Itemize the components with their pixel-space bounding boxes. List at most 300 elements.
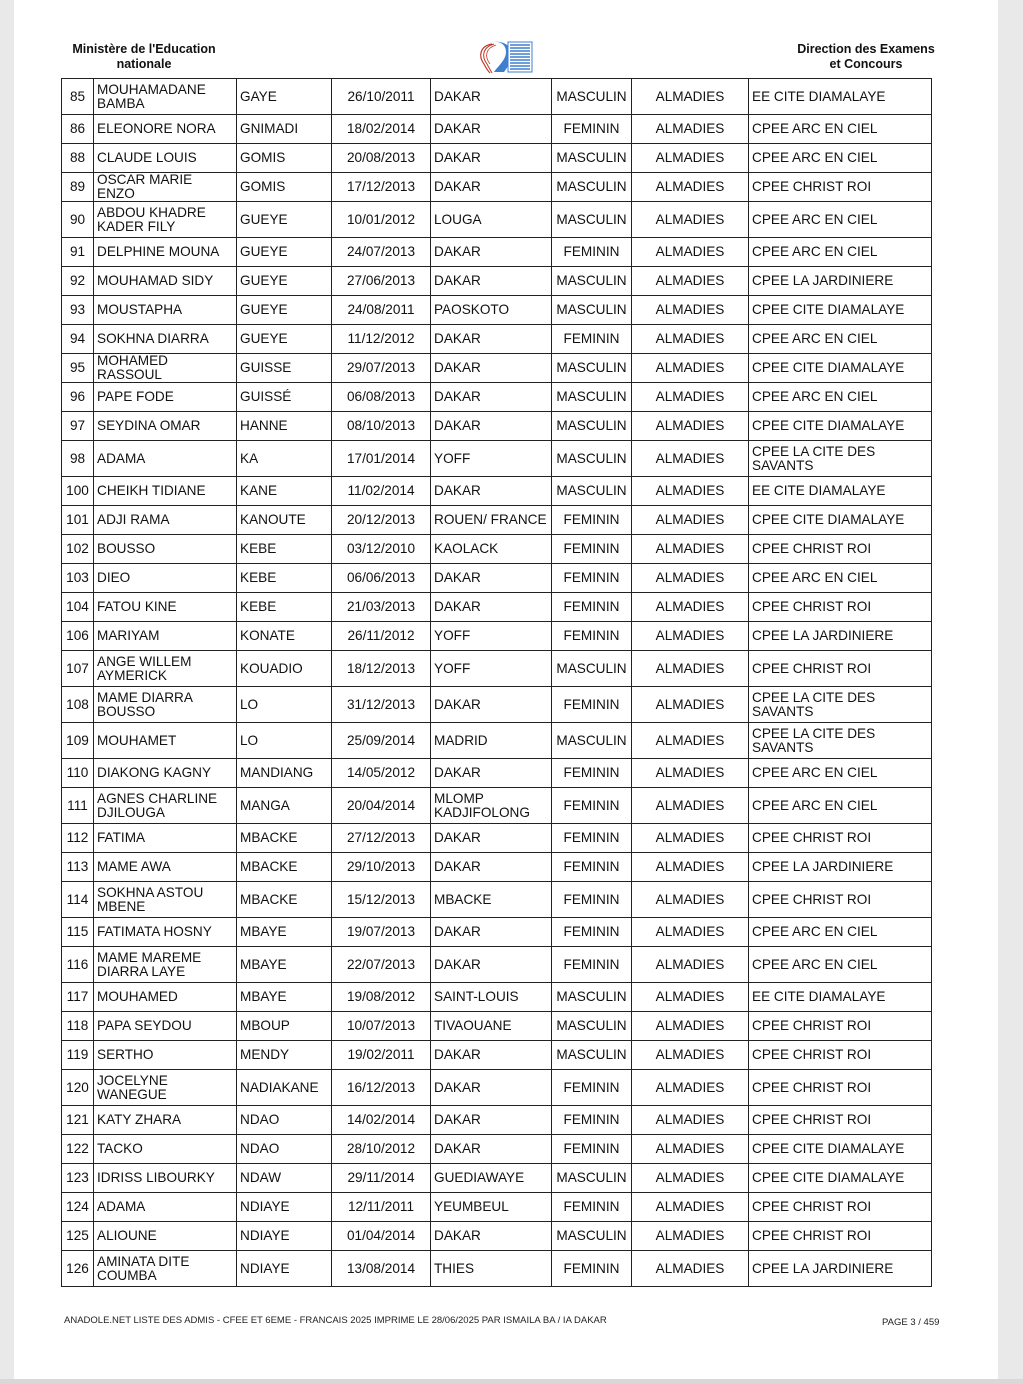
cell-first-name: MOUHAMAD SIDY [94,267,237,296]
cell-birth-place: DAKAR [431,593,552,622]
cell-last-name: KEBE [237,535,332,564]
cell-birth-date: 13/08/2014 [332,1251,431,1287]
cell-exam-center: ALMADIES [632,173,749,202]
cell-number: 92 [62,267,94,296]
cell-number: 125 [62,1222,94,1251]
cell-last-name: MBAYE [237,983,332,1012]
cell-exam-center: ALMADIES [632,1251,749,1287]
cell-exam-center: ALMADIES [632,144,749,173]
cell-school: CPEE CHRIST ROI [749,1106,932,1135]
cell-first-name: MAME DIARRA BOUSSO [94,687,237,723]
cell-last-name: GUEYE [237,325,332,354]
cell-number: 98 [62,441,94,477]
cell-last-name: KA [237,441,332,477]
table-row [62,788,932,824]
cell-exam-center: ALMADIES [632,354,749,383]
cell-birth-date: 25/09/2014 [332,723,431,759]
cell-birth-place: DAKAR [431,267,552,296]
cell-number: 119 [62,1041,94,1070]
cell-school: CPEE CITE DIAMALAYE [749,412,932,441]
cell-birth-place: GUEDIAWAYE [431,1164,552,1193]
cell-last-name: HANNE [237,412,332,441]
cell-exam-center: ALMADIES [632,441,749,477]
cell-school: CPEE CHRIST ROI [749,593,932,622]
table-row [62,535,932,564]
cell-sex: MASCULIN [552,651,632,687]
cell-last-name: MANDIANG [237,759,332,788]
cell-sex: FEMININ [552,325,632,354]
cell-number: 101 [62,506,94,535]
cell-first-name: OSCAR MARIE ENZO [94,173,237,202]
cell-sex: FEMININ [552,788,632,824]
table-row [62,918,932,947]
cell-first-name: ADJI RAMA [94,506,237,535]
cell-exam-center: ALMADIES [632,296,749,325]
document-page [14,0,998,1384]
cell-sex: FEMININ [552,622,632,651]
cell-number: 103 [62,564,94,593]
cell-birth-date: 17/01/2014 [332,441,431,477]
cell-school: CPEE CITE DIAMALAYE [749,506,932,535]
cell-school: EE CITE DIAMALAYE [749,477,932,506]
cell-birth-date: 18/12/2013 [332,651,431,687]
cell-last-name: GOMIS [237,173,332,202]
cell-sex: MASCULIN [552,983,632,1012]
cell-birth-date: 26/10/2011 [332,79,431,115]
cell-school: CPEE CHRIST ROI [749,1222,932,1251]
cell-sex: FEMININ [552,238,632,267]
cell-exam-center: ALMADIES [632,723,749,759]
cell-number: 88 [62,144,94,173]
cell-school: CPEE ARC EN CIEL [749,325,932,354]
cell-birth-date: 06/08/2013 [332,383,431,412]
table-row [62,202,932,238]
cell-first-name: KATY ZHARA [94,1106,237,1135]
cell-last-name: NADIAKANE [237,1070,332,1106]
cell-exam-center: ALMADIES [632,593,749,622]
cell-birth-place: LOUGA [431,202,552,238]
cell-sex: MASCULIN [552,1012,632,1041]
cell-school: CPEE LA JARDINIERE [749,622,932,651]
cell-first-name: MOUHAMET [94,723,237,759]
cell-last-name: GUISSE [237,354,332,383]
table-row [62,593,932,622]
cell-number: 123 [62,1164,94,1193]
cell-number: 110 [62,759,94,788]
cell-last-name: KONATE [237,622,332,651]
cell-first-name: TACKO [94,1135,237,1164]
cell-birth-place: DAKAR [431,1222,552,1251]
cell-birth-place: THIES [431,1251,552,1287]
cell-exam-center: ALMADIES [632,535,749,564]
cell-last-name: KANE [237,477,332,506]
cell-school: CPEE LA JARDINIERE [749,1251,932,1287]
cell-exam-center: ALMADIES [632,1012,749,1041]
cell-birth-date: 18/02/2014 [332,115,431,144]
cell-number: 106 [62,622,94,651]
cell-number: 97 [62,412,94,441]
table-row [62,853,932,882]
ministry-name-line1: Ministère de l'Education [72,42,216,56]
cell-birth-date: 29/10/2013 [332,853,431,882]
table-row [62,687,932,723]
cell-birth-place: DAKAR [431,853,552,882]
table-row [62,267,932,296]
cell-birth-date: 11/12/2012 [332,325,431,354]
cell-sex: FEMININ [552,535,632,564]
ministry-logo-icon [470,40,534,74]
cell-last-name: GUEYE [237,267,332,296]
cell-first-name: DIAKONG KAGNY [94,759,237,788]
cell-school: CPEE LA CITE DES SAVANTS [749,687,932,723]
cell-birth-place: DAKAR [431,1106,552,1135]
cell-school: CPEE CHRIST ROI [749,173,932,202]
cell-birth-date: 26/11/2012 [332,622,431,651]
cell-last-name: MBOUP [237,1012,332,1041]
cell-birth-place: DAKAR [431,325,552,354]
cell-exam-center: ALMADIES [632,651,749,687]
cell-birth-date: 24/07/2013 [332,238,431,267]
cell-school: CPEE CHRIST ROI [749,1012,932,1041]
cell-birth-place: DAKAR [431,1135,552,1164]
cell-exam-center: ALMADIES [632,918,749,947]
cell-birth-place: DAKAR [431,824,552,853]
cell-sex: MASCULIN [552,723,632,759]
cell-number: 116 [62,947,94,983]
cell-school: CPEE ARC EN CIEL [749,947,932,983]
cell-sex: MASCULIN [552,144,632,173]
cell-birth-date: 28/10/2012 [332,1135,431,1164]
cell-first-name: MOHAMED RASSOUL [94,354,237,383]
cell-last-name: LO [237,687,332,723]
cell-exam-center: ALMADIES [632,1135,749,1164]
cell-first-name: AGNES CHARLINE DJILOUGA [94,788,237,824]
cell-exam-center: ALMADIES [632,1222,749,1251]
cell-number: 109 [62,723,94,759]
cell-birth-date: 24/08/2011 [332,296,431,325]
cell-birth-date: 10/07/2013 [332,1012,431,1041]
table-row [62,1251,932,1287]
cell-sex: FEMININ [552,947,632,983]
cell-last-name: NDAO [237,1106,332,1135]
cell-birth-place: DAKAR [431,354,552,383]
cell-sex: FEMININ [552,506,632,535]
cell-number: 104 [62,593,94,622]
cell-first-name: ADAMA [94,441,237,477]
direction-name-line1: Direction des Examens [797,42,935,56]
table-row [62,238,932,267]
cell-birth-place: YEUMBEUL [431,1193,552,1222]
cell-birth-date: 01/04/2014 [332,1222,431,1251]
cell-exam-center: ALMADIES [632,79,749,115]
cell-birth-place: DAKAR [431,759,552,788]
cell-first-name: ANGE WILLEM AYMERICK [94,651,237,687]
cell-school: CPEE ARC EN CIEL [749,564,932,593]
cell-birth-place: YOFF [431,441,552,477]
table-row [62,622,932,651]
cell-sex: MASCULIN [552,79,632,115]
cell-school: CPEE CHRIST ROI [749,651,932,687]
cell-last-name: GUEYE [237,296,332,325]
cell-birth-date: 11/02/2014 [332,477,431,506]
cell-sex: MASCULIN [552,412,632,441]
cell-birth-date: 19/02/2011 [332,1041,431,1070]
cell-school: EE CITE DIAMALAYE [749,79,932,115]
cell-last-name: KEBE [237,564,332,593]
cell-birth-date: 22/07/2013 [332,947,431,983]
cell-number: 93 [62,296,94,325]
cell-birth-place: KAOLACK [431,535,552,564]
cell-birth-place: DAKAR [431,564,552,593]
cell-first-name: ALIOUNE [94,1222,237,1251]
cell-first-name: CHEIKH TIDIANE [94,477,237,506]
cell-birth-date: 03/12/2010 [332,535,431,564]
cell-last-name: GAYE [237,79,332,115]
cell-birth-date: 10/01/2012 [332,202,431,238]
cell-sex: MASCULIN [552,1222,632,1251]
cell-number: 121 [62,1106,94,1135]
cell-number: 100 [62,477,94,506]
cell-school: CPEE CITE DIAMALAYE [749,1164,932,1193]
cell-birth-date: 29/07/2013 [332,354,431,383]
cell-first-name: IDRISS LIBOURKY [94,1164,237,1193]
table-row [62,325,932,354]
table-row [62,824,932,853]
cell-last-name: MENDY [237,1041,332,1070]
cell-first-name: ADAMA [94,1193,237,1222]
cell-first-name: JOCELYNE WANEGUE [94,1070,237,1106]
cell-birth-place: DAKAR [431,477,552,506]
cell-sex: MASCULIN [552,1164,632,1193]
cell-birth-date: 21/03/2013 [332,593,431,622]
cell-last-name: MBACKE [237,882,332,918]
cell-last-name: MBAYE [237,918,332,947]
table-row [62,651,932,687]
cell-number: 96 [62,383,94,412]
cell-school: CPEE CITE DIAMALAYE [749,296,932,325]
cell-number: 120 [62,1070,94,1106]
cell-birth-date: 20/08/2013 [332,144,431,173]
cell-first-name: DIEO [94,564,237,593]
cell-birth-place: DAKAR [431,144,552,173]
cell-last-name: KEBE [237,593,332,622]
cell-number: 126 [62,1251,94,1287]
cell-birth-date: 15/12/2013 [332,882,431,918]
cell-sex: MASCULIN [552,1041,632,1070]
cell-first-name: PAPE FODE [94,383,237,412]
footer-print-info: ANADOLE.NET LISTE DES ADMIS - CFEE ET 6EME - FRANCAIS 2025 IMPRIME LE 28/06/2025 PAR ISMAILA BA / IA DAKAR [64,1315,607,1326]
cell-school: CPEE CHRIST ROI [749,1070,932,1106]
cell-birth-date: 16/12/2013 [332,1070,431,1106]
cell-birth-place: MBACKE [431,882,552,918]
cell-sex: MASCULIN [552,354,632,383]
cell-first-name: BOUSSO [94,535,237,564]
cell-birth-date: 27/12/2013 [332,824,431,853]
cell-sex: FEMININ [552,824,632,853]
page-number: PAGE 3 / 459 [882,1317,940,1328]
cell-birth-date: 17/12/2013 [332,173,431,202]
cell-birth-place: DAKAR [431,238,552,267]
cell-school: CPEE ARC EN CIEL [749,144,932,173]
cell-sex: FEMININ [552,687,632,723]
cell-number: 112 [62,824,94,853]
cell-first-name: CLAUDE LOUIS [94,144,237,173]
table-row [62,1012,932,1041]
table-row [62,173,932,202]
cell-sex: MASCULIN [552,296,632,325]
cell-first-name: ABDOU KHADRE KADER FILY [94,202,237,238]
cell-sex: FEMININ [552,882,632,918]
cell-exam-center: ALMADIES [632,412,749,441]
cell-exam-center: ALMADIES [632,1164,749,1193]
cell-school: CPEE ARC EN CIEL [749,202,932,238]
table-row [62,144,932,173]
cell-birth-place: YOFF [431,622,552,651]
cell-last-name: LO [237,723,332,759]
cell-exam-center: ALMADIES [632,947,749,983]
cell-number: 90 [62,202,94,238]
cell-first-name: AMINATA DITE COUMBA [94,1251,237,1287]
table-row [62,383,932,412]
cell-birth-place: PAOSKOTO [431,296,552,325]
cell-birth-place: TIVAOUANE [431,1012,552,1041]
cell-sex: MASCULIN [552,202,632,238]
cell-number: 114 [62,882,94,918]
direction-name-line2: et Concours [829,57,903,71]
cell-number: 102 [62,535,94,564]
cell-last-name: KOUADIO [237,651,332,687]
cell-sex: MASCULIN [552,477,632,506]
cell-school: CPEE ARC EN CIEL [749,383,932,412]
cell-exam-center: ALMADIES [632,687,749,723]
cell-exam-center: ALMADIES [632,1193,749,1222]
cell-birth-date: 20/12/2013 [332,506,431,535]
cell-birth-place: DAKAR [431,173,552,202]
cell-first-name: SEYDINA OMAR [94,412,237,441]
cell-first-name: MAME AWA [94,853,237,882]
cell-exam-center: ALMADIES [632,1106,749,1135]
cell-number: 122 [62,1135,94,1164]
cell-exam-center: ALMADIES [632,564,749,593]
cell-first-name: DELPHINE MOUNA [94,238,237,267]
cell-exam-center: ALMADIES [632,788,749,824]
cell-sex: FEMININ [552,1070,632,1106]
table-row [62,564,932,593]
ministry-name-line2: nationale [116,57,172,71]
cell-school: CPEE ARC EN CIEL [749,759,932,788]
table-row [62,354,932,383]
cell-exam-center: ALMADIES [632,238,749,267]
cell-sex: FEMININ [552,1135,632,1164]
table-row [62,477,932,506]
table-row [62,296,932,325]
cell-last-name: MANGA [237,788,332,824]
ministry-header [54,42,234,72]
cell-first-name: FATIMA [94,824,237,853]
cell-number: 108 [62,687,94,723]
table-row [62,947,932,983]
cell-first-name: MOUHAMED [94,983,237,1012]
table-row [62,1106,932,1135]
cell-exam-center: ALMADIES [632,853,749,882]
cell-school: CPEE LA JARDINIERE [749,853,932,882]
table-row [62,441,932,477]
table-row [62,759,932,788]
cell-birth-place: DAKAR [431,687,552,723]
page-bottom-edge [0,1379,1023,1384]
cell-birth-place: ROUEN/ FRANCE [431,506,552,535]
cell-number: 115 [62,918,94,947]
cell-birth-place: DAKAR [431,79,552,115]
cell-birth-place: DAKAR [431,383,552,412]
cell-sex: MASCULIN [552,267,632,296]
cell-sex: FEMININ [552,115,632,144]
table-row [62,1164,932,1193]
cell-number: 94 [62,325,94,354]
table-row [62,412,932,441]
table-row [62,1222,932,1251]
cell-exam-center: ALMADIES [632,325,749,354]
cell-first-name: FATIMATA HOSNY [94,918,237,947]
cell-sex: FEMININ [552,853,632,882]
cell-exam-center: ALMADIES [632,506,749,535]
cell-number: 113 [62,853,94,882]
cell-exam-center: ALMADIES [632,267,749,296]
cell-sex: FEMININ [552,1251,632,1287]
cell-number: 111 [62,788,94,824]
cell-last-name: GNIMADI [237,115,332,144]
cell-last-name: GUISSÉ [237,383,332,412]
cell-birth-place: DAKAR [431,115,552,144]
cell-number: 117 [62,983,94,1012]
cell-first-name: SERTHO [94,1041,237,1070]
cell-school: CPEE CHRIST ROI [749,824,932,853]
cell-first-name: MAME MAREME DIARRA LAYE [94,947,237,983]
cell-last-name: GUEYE [237,202,332,238]
cell-first-name: SOKHNA DIARRA [94,325,237,354]
cell-sex: MASCULIN [552,383,632,412]
cell-birth-date: 19/08/2012 [332,983,431,1012]
cell-exam-center: ALMADIES [632,202,749,238]
cell-school: CPEE ARC EN CIEL [749,918,932,947]
cell-birth-date: 20/04/2014 [332,788,431,824]
cell-last-name: NDIAYE [237,1222,332,1251]
cell-school: CPEE CITE DIAMALAYE [749,1135,932,1164]
table-row [62,882,932,918]
cell-birth-date: 31/12/2013 [332,687,431,723]
cell-last-name: MBACKE [237,853,332,882]
table-row [62,1193,932,1222]
cell-number: 86 [62,115,94,144]
cell-exam-center: ALMADIES [632,1070,749,1106]
cell-birth-date: 19/07/2013 [332,918,431,947]
cell-first-name: MOUSTAPHA [94,296,237,325]
cell-birth-place: DAKAR [431,1041,552,1070]
table-row [62,1135,932,1164]
cell-last-name: KANOUTE [237,506,332,535]
cell-first-name: MARIYAM [94,622,237,651]
table-row [62,723,932,759]
cell-exam-center: ALMADIES [632,983,749,1012]
cell-birth-place: DAKAR [431,918,552,947]
cell-number: 85 [62,79,94,115]
cell-last-name: GUEYE [237,238,332,267]
table-row [62,983,932,1012]
cell-school: EE CITE DIAMALAYE [749,983,932,1012]
cell-last-name: MBAYE [237,947,332,983]
cell-birth-date: 14/05/2012 [332,759,431,788]
cell-birth-date: 29/11/2014 [332,1164,431,1193]
